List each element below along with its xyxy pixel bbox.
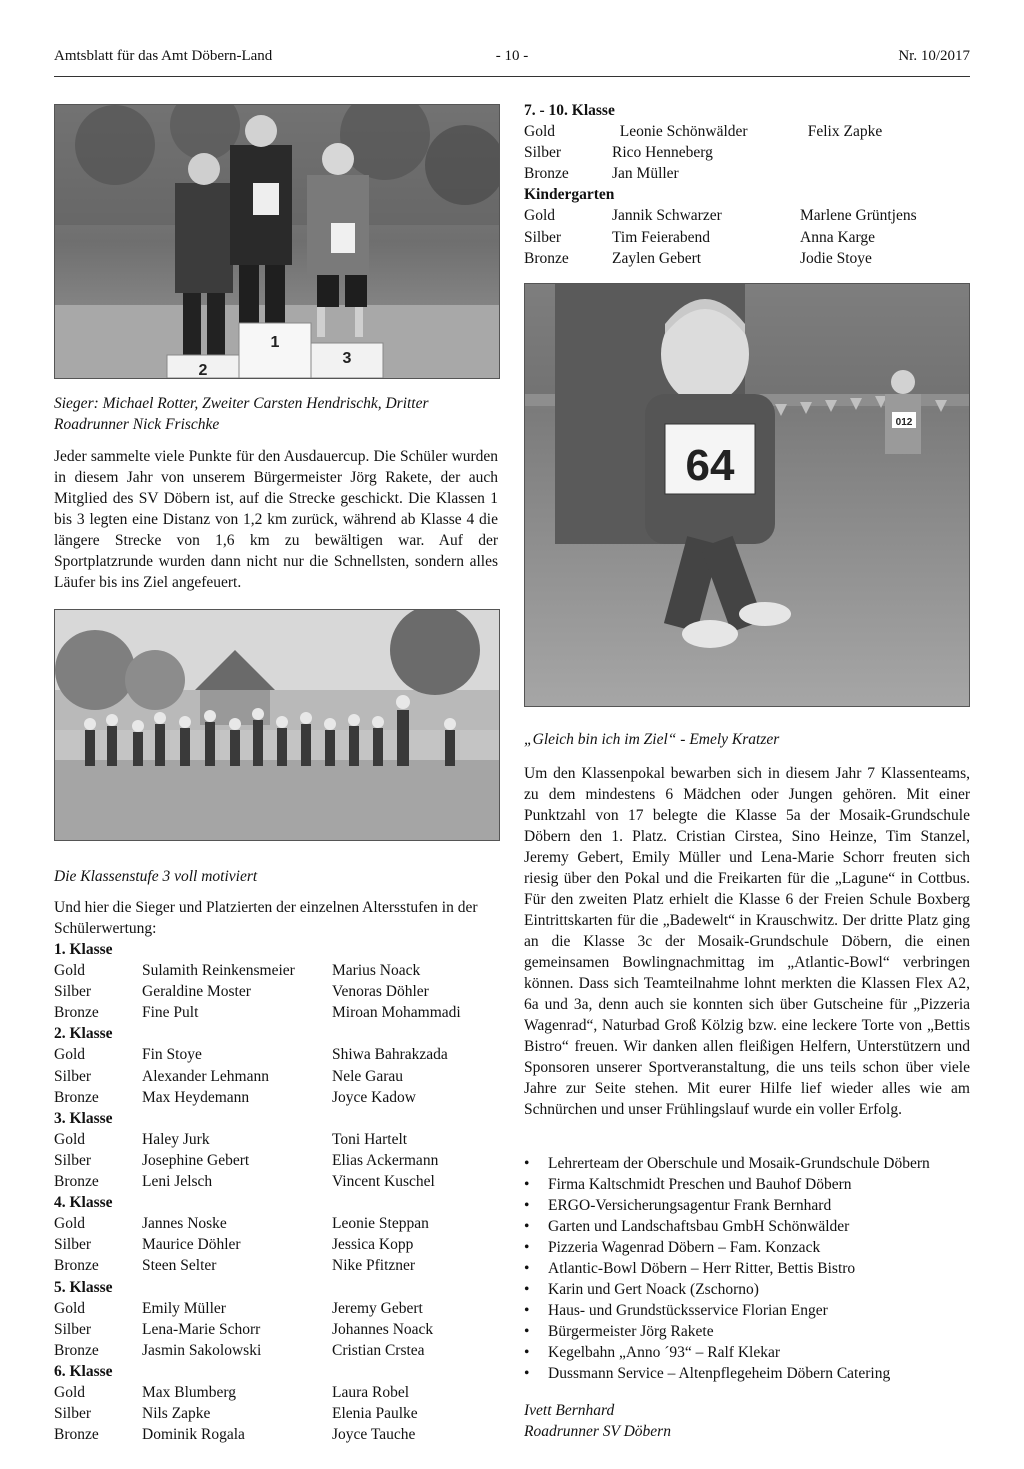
medal-label: Silber bbox=[54, 1320, 92, 1338]
winner-name-1: Zaylen Gebert bbox=[612, 249, 702, 267]
class-heading: 4. Klasse bbox=[54, 1194, 113, 1212]
medal-label: Gold bbox=[54, 962, 85, 980]
results-row bbox=[54, 1298, 500, 1319]
small-bib-number: 012 bbox=[895, 417, 913, 428]
winner-name-2: Jeremy Gebert bbox=[332, 1299, 423, 1317]
results-row bbox=[54, 1340, 500, 1361]
medal-label: Bronze bbox=[524, 249, 569, 267]
medal-label: Silber bbox=[524, 228, 562, 246]
winner-name-1: Haley Jurk bbox=[142, 1130, 210, 1148]
sponsor-name: ERGO-Versicherungsagentur Frank Bernhard bbox=[548, 1197, 832, 1214]
sponsor-name: Atlantic-Bowl Döbern – Herr Ritter, Bettis Bistro bbox=[548, 1260, 856, 1277]
page-header bbox=[54, 48, 970, 72]
signature bbox=[524, 1400, 970, 1442]
medal-label: Silber bbox=[54, 1236, 92, 1254]
winner-name-2: Joyce Kadow bbox=[332, 1088, 416, 1106]
winner-name-2: Nike Pfitzner bbox=[332, 1257, 416, 1275]
start-line-photo bbox=[54, 609, 500, 841]
winner-name-2: Cristian Crstea bbox=[332, 1341, 425, 1359]
medal-label: Bronze bbox=[54, 1088, 99, 1106]
results-row bbox=[54, 1403, 500, 1424]
start-line-photo-image bbox=[55, 610, 499, 840]
podium-label-3: 3 bbox=[342, 350, 352, 367]
runner-photo bbox=[524, 283, 970, 707]
results-table-left bbox=[54, 939, 500, 1445]
class-heading: 3. Klasse bbox=[54, 1109, 113, 1127]
sponsor-name: Haus- und Grundstücksservice Florian Enger bbox=[548, 1302, 828, 1319]
bib-number: 64 bbox=[685, 441, 735, 490]
winner-name-1: Leonie Schönwälder bbox=[612, 123, 748, 141]
results-group-heading bbox=[524, 100, 970, 121]
results-intro: Und hier die Sieger und Platzierten der einzelnen Altersstufen in der Schülerwertung: bbox=[54, 899, 478, 937]
bullet-icon: • bbox=[524, 1176, 530, 1193]
results-row bbox=[54, 1213, 500, 1234]
issue-number: Nr. 10/2017 bbox=[898, 48, 970, 64]
winner-name-2: Toni Hartelt bbox=[332, 1130, 408, 1148]
results-row bbox=[54, 1150, 500, 1171]
winner-name-1: Tim Feierabend bbox=[612, 228, 711, 246]
signature-org: Roadrunner SV Döbern bbox=[524, 1423, 671, 1440]
winner-name-1: Maurice Döhler bbox=[142, 1236, 241, 1254]
winner-name-1: Nils Zapke bbox=[142, 1405, 211, 1423]
bullet-icon: • bbox=[524, 1239, 530, 1256]
results-table-right bbox=[524, 100, 970, 269]
sponsor-item bbox=[524, 1237, 970, 1258]
winner-name-2: Felix Zapke bbox=[800, 123, 883, 141]
class-heading: 1. Klasse bbox=[54, 941, 113, 958]
winner-name-1: Jannik Schwarzer bbox=[612, 207, 722, 225]
winner-name-2: Marlene Grüntjens bbox=[800, 207, 917, 225]
winner-name-2: Anna Karge bbox=[800, 228, 876, 246]
medal-label: Silber bbox=[54, 1151, 92, 1169]
results-row bbox=[54, 1234, 500, 1255]
class-heading: 2. Klasse bbox=[54, 1025, 113, 1043]
winner-name-2: Elenia Paulke bbox=[332, 1405, 418, 1423]
winner-name-1: Dominik Rogala bbox=[142, 1426, 245, 1444]
bullet-icon: • bbox=[524, 1323, 530, 1340]
podium-photo-image bbox=[55, 105, 499, 378]
podium-label-2: 2 bbox=[198, 362, 208, 378]
runner-photo-image bbox=[525, 284, 969, 706]
winner-name-1: Josephine Gebert bbox=[142, 1151, 250, 1169]
podium-photo bbox=[54, 104, 500, 379]
winner-name-1: Steen Selter bbox=[142, 1257, 217, 1275]
winner-name-2: Joyce Tauche bbox=[332, 1426, 416, 1444]
bullet-icon: • bbox=[524, 1218, 530, 1235]
results-row bbox=[54, 1255, 500, 1276]
medal-label: Bronze bbox=[54, 1173, 99, 1191]
results-row bbox=[54, 1424, 500, 1445]
bullet-icon: • bbox=[524, 1281, 530, 1298]
sponsor-name: Firma Kaltschmidt Preschen und Bauhof Döbern bbox=[548, 1176, 852, 1193]
sponsor-item bbox=[524, 1216, 970, 1237]
class-heading: 6. Klasse bbox=[54, 1362, 113, 1380]
results-row bbox=[524, 227, 970, 248]
sponsor-item bbox=[524, 1153, 970, 1174]
start-line-photo-caption: Die Klassenstufe 3 voll motiviert bbox=[54, 868, 258, 885]
medal-label: Gold bbox=[54, 1130, 85, 1148]
medal-label: Silber bbox=[54, 983, 92, 1001]
runner-photo-caption: „Gleich bin ich im Ziel“ - Emely Kratzer bbox=[524, 731, 780, 748]
results-group-heading bbox=[524, 184, 970, 205]
sponsor-name: Pizzeria Wagenrad Döbern – Fam. Konzack bbox=[548, 1239, 821, 1256]
header-divider bbox=[54, 76, 970, 77]
results-row bbox=[524, 121, 970, 142]
results-group-heading bbox=[54, 1192, 500, 1213]
winner-name-1: Geraldine Moster bbox=[142, 983, 251, 1001]
winner-name-1: Leni Jelsch bbox=[142, 1173, 213, 1191]
bullet-icon: • bbox=[524, 1344, 530, 1361]
results-row bbox=[54, 1319, 500, 1340]
sponsor-name: Bürgermeister Jörg Rakete bbox=[548, 1323, 714, 1340]
winner-name-1: Lena-Marie Schorr bbox=[142, 1320, 261, 1338]
page-number: - 10 - bbox=[495, 48, 529, 64]
winner-name-1: Fin Stoye bbox=[142, 1046, 202, 1064]
results-row bbox=[54, 1066, 500, 1087]
sponsors-section bbox=[524, 1153, 970, 1384]
winner-name-1: Alexander Lehmann bbox=[142, 1067, 269, 1085]
results-row bbox=[54, 1382, 500, 1403]
sponsor-name: Dussmann Service – Altenpflegeheim Döbern Catering bbox=[548, 1365, 891, 1382]
winner-name-2: Marius Noack bbox=[332, 962, 421, 980]
medal-label: Gold bbox=[524, 207, 555, 225]
medal-label: Bronze bbox=[54, 1426, 99, 1444]
results-row bbox=[54, 1129, 500, 1150]
sponsors-list bbox=[524, 1153, 970, 1384]
medal-label: Bronze bbox=[54, 1341, 99, 1359]
winner-name-2: Shiwa Bahrakzada bbox=[332, 1046, 448, 1064]
medal-label: Silber bbox=[54, 1067, 92, 1085]
winner-name-2: Leonie Steppan bbox=[332, 1215, 429, 1233]
bullet-icon: • bbox=[524, 1197, 530, 1214]
medal-label: Gold bbox=[54, 1383, 85, 1401]
medal-label: Silber bbox=[524, 144, 562, 162]
winner-name-1: Sulamith Reinkensmeier bbox=[142, 962, 295, 980]
winner-name-2: Elias Ackermann bbox=[332, 1151, 439, 1169]
winner-name-1: Jan Müller bbox=[612, 165, 679, 183]
sponsor-name: Lehrerteam der Oberschule und Mosaik-Grundschule Döbern bbox=[548, 1155, 930, 1172]
bullet-icon: • bbox=[524, 1155, 530, 1172]
medal-label: Gold bbox=[54, 1299, 85, 1317]
sponsor-item bbox=[524, 1342, 970, 1363]
results-group-heading bbox=[54, 1277, 500, 1298]
results-group-heading bbox=[54, 1023, 500, 1044]
bullet-icon: • bbox=[524, 1365, 530, 1382]
class-heading: 5. Klasse bbox=[54, 1278, 113, 1296]
sponsor-item bbox=[524, 1300, 970, 1321]
results-group-heading bbox=[54, 939, 500, 960]
sponsor-item bbox=[524, 1279, 970, 1300]
article-paragraph-1: Jeder sammelte viele Punkte für den Ausdauercup. Die Schüler wurden in diesem Jahr von unserem Bürgermeister Jörg Rakete, der auch Mitglied des SV Döbern ist, auf die Strecke geschickt. Die Klassen 1 bis 3 legten eine Distanz von 1,2 km zurück, während ab Klasse 4 die längere Strecke von 1,6 km zu bewältigen war. Auf der Sportplatzrunde wurden dann nicht nur die Schnellsten, sondern alles Läufer bis ins Ziel angefeuert. bbox=[54, 448, 498, 591]
publication-title: Amtsblatt für das Amt Döbern-Land bbox=[54, 48, 273, 64]
podium-photo-caption: Sieger: Michael Rotter, Zweiter Carsten Hendrischk, Dritter Roadrunner Nick Frischke bbox=[54, 395, 429, 433]
bullet-icon: • bbox=[524, 1302, 530, 1319]
sponsor-item bbox=[524, 1363, 970, 1384]
results-row bbox=[54, 1087, 500, 1108]
medal-label: Gold bbox=[524, 123, 555, 141]
results-row bbox=[54, 960, 500, 981]
medal-label: Bronze bbox=[54, 1004, 99, 1022]
medal-label: Bronze bbox=[524, 165, 569, 183]
winner-name-1: Max Blumberg bbox=[142, 1383, 236, 1401]
medal-label: Gold bbox=[54, 1046, 85, 1064]
winner-name-2: Laura Robel bbox=[332, 1383, 410, 1401]
winner-name-2: Nele Garau bbox=[332, 1067, 403, 1085]
sponsor-item bbox=[524, 1321, 970, 1342]
podium-label-1: 1 bbox=[270, 334, 280, 351]
medal-label: Gold bbox=[54, 1215, 85, 1233]
article-paragraph-2: Um den Klassenpokal bewarben sich in diesem Jahr 7 Klassenteams, zu dem mindestens 6 Mädchen oder Jungen gehören. Mit einer Punktzahl von 17 belegte die Klasse 5a der Mosaik-Grundschule Döbern den 1. Platz. Cristian Cirstea, Sino Heinze, Tim Stanzel, Jeremy Gebert, Emily Müller und Lena-Marie Schorr freuten sich riesig über den Pokal und die Freikarten für die „Lagune“ in Cottbus. Für den zweiten Platz erhielt die Klasse 6 der Freien Schule Boxberg Eintrittskarten für die „Badewelt“ in Krauschwitz. Der dritte Platz ging an die Klasse 3c der Mosaik-Grundschule Döbern, die einen gemeinsamen Bowlingnachmittag im „Atlantic-Bowl“ verbringen können. Dass sich Teamteilnahme lohnt merkten die Klassen Flex A2, 6a und 3a, denn auch sie konnten sich über Gutscheine für „Pizzeria Wagenrad“, Naturbad Groß Kölzig bzw. eine leckere Torte von „Bettis Bistro“ freuen. Wir danken allen fleißigen Helfern, Unterstützern und Sponsoren unserer Sportveranstaltung, die uns teils schon über viele Jahre zur Seite stehen. Mit eurer Hilfe lief wieder alles wie am Schnürchen und unser Frühlingslauf wurde ein voller Erfolg. bbox=[524, 765, 970, 1118]
winner-name-2: Jessica Kopp bbox=[332, 1236, 414, 1254]
results-row bbox=[524, 163, 970, 184]
medal-label: Bronze bbox=[54, 1257, 99, 1275]
class-heading: 7. - 10. Klasse bbox=[524, 102, 615, 119]
results-row bbox=[54, 1044, 500, 1065]
winner-name-2: Jodie Stoye bbox=[800, 249, 872, 267]
winner-name-2: Vincent Kuschel bbox=[332, 1173, 435, 1191]
sponsor-name: Garten und Landschaftsbau GmbH Schönwälder bbox=[548, 1218, 850, 1235]
medal-label: Silber bbox=[54, 1405, 92, 1423]
winner-name-2: Venoras Döhler bbox=[332, 983, 429, 1001]
winner-name-1: Rico Henneberg bbox=[612, 144, 713, 162]
sponsor-name: Karin und Gert Noack (Zschorno) bbox=[548, 1281, 759, 1298]
results-row bbox=[524, 248, 970, 269]
winner-name-2: Miroan Mohammadi bbox=[332, 1004, 461, 1022]
sponsor-item bbox=[524, 1174, 970, 1195]
results-row bbox=[524, 142, 970, 163]
winner-name-1: Jasmin Sakolowski bbox=[142, 1341, 262, 1359]
sponsor-item bbox=[524, 1195, 970, 1216]
winner-name-2: Johannes Noack bbox=[332, 1320, 434, 1338]
winner-name-1: Jannes Noske bbox=[142, 1215, 227, 1233]
results-row bbox=[54, 1002, 500, 1023]
signature-name: Ivett Bernhard bbox=[524, 1402, 615, 1419]
results-row bbox=[54, 1171, 500, 1192]
results-row bbox=[54, 981, 500, 1002]
sponsor-item bbox=[524, 1258, 970, 1279]
winner-name-1: Emily Müller bbox=[142, 1299, 226, 1317]
results-row bbox=[524, 205, 970, 226]
class-heading: Kindergarten bbox=[524, 186, 615, 204]
results-group-heading bbox=[54, 1361, 500, 1382]
winner-name-1: Max Heydemann bbox=[142, 1088, 250, 1106]
winner-name-1: Fine Pult bbox=[142, 1004, 199, 1022]
results-group-heading bbox=[54, 1108, 500, 1129]
bullet-icon: • bbox=[524, 1260, 530, 1277]
sponsor-name: Kegelbahn „Anno ´93“ – Ralf Klekar bbox=[548, 1344, 780, 1361]
